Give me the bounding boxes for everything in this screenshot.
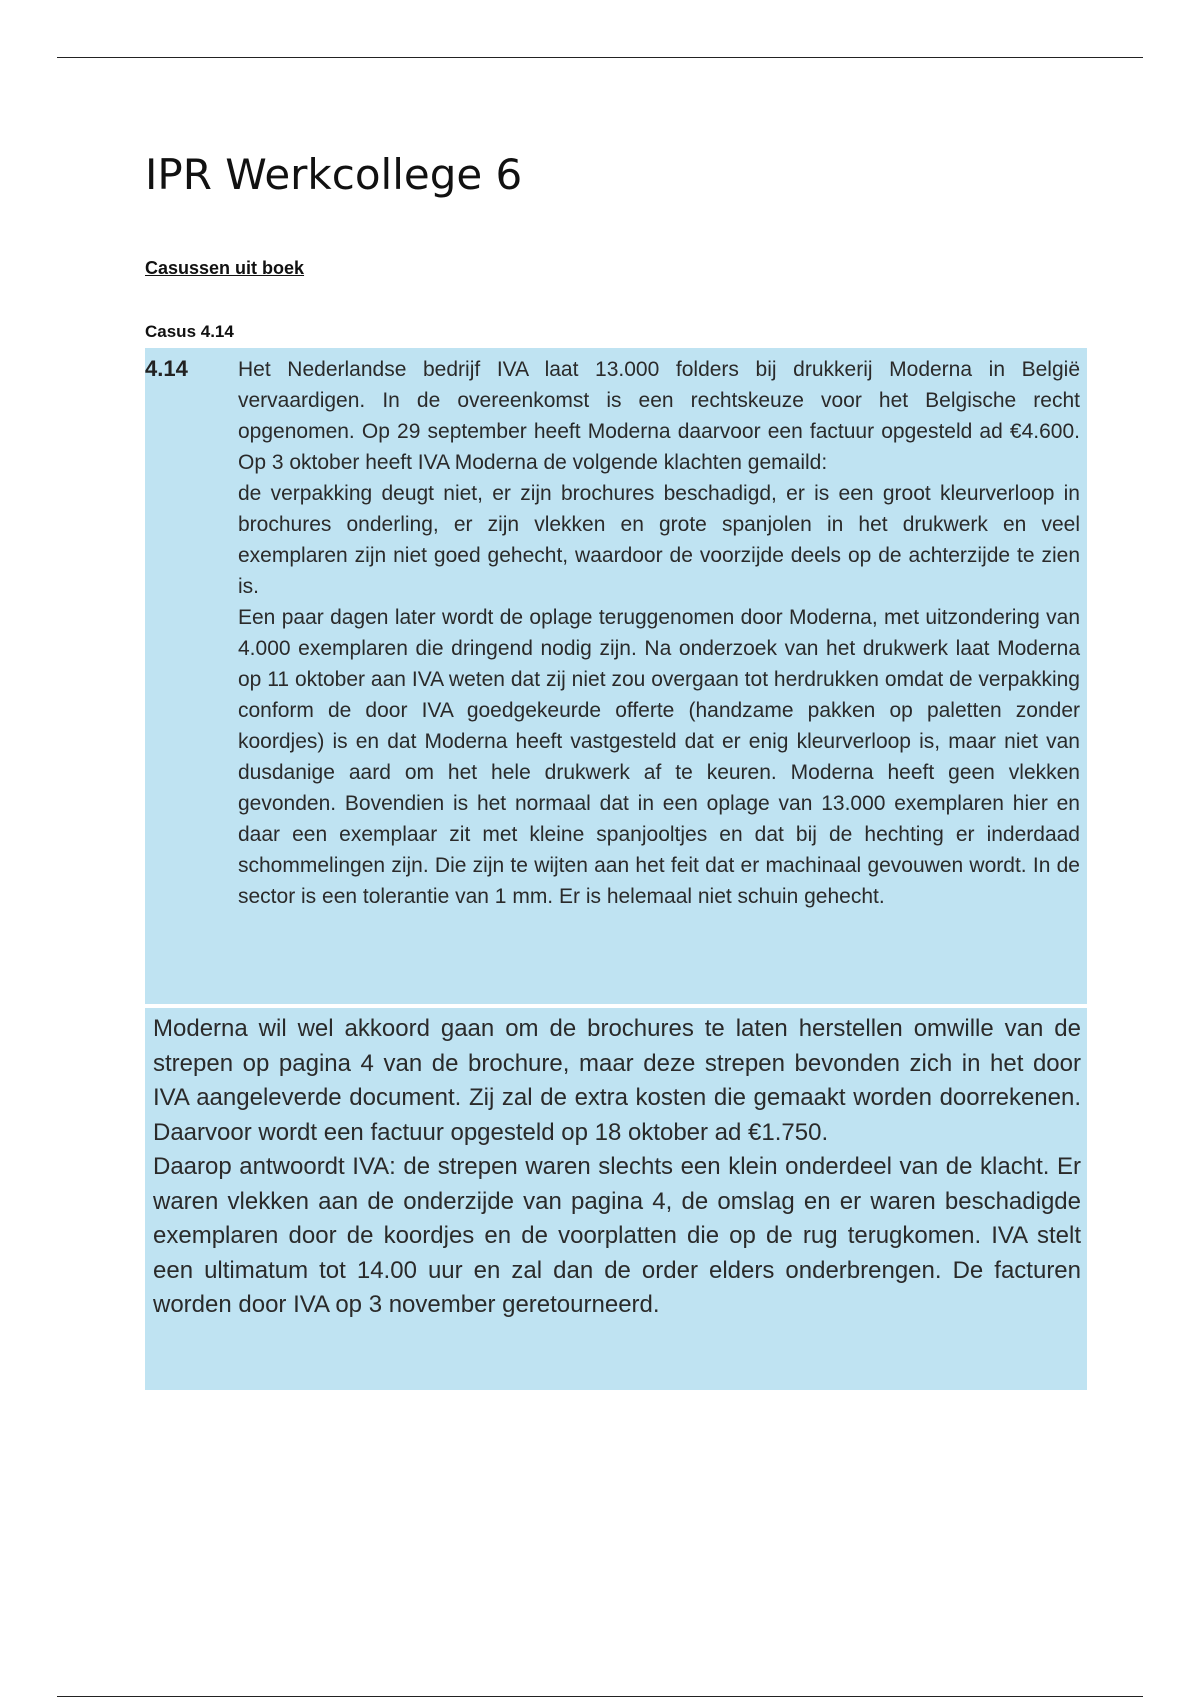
continuation-paragraph: Moderna wil wel akkoord gaan om de brochures te laten herstellen omwille van de strepen op pagina 4 van de brochure, maar deze strepen bevonden zich in het door IVA aangeleverde document. Zij zal de extra kosten die gemaakt worden doorrekenen. Daarvoor wordt een factuur opgesteld op 18 oktober ad €1.750. xyxy=(153,1015,1081,1146)
page-title: IPR Werkcollege 6 xyxy=(145,150,523,199)
case-label: Casus 4.14 xyxy=(145,322,234,341)
footer-rule xyxy=(57,1696,1143,1697)
case-number: 4.14 xyxy=(145,356,188,381)
case-text-block xyxy=(145,348,1087,1004)
case-paragraph: Een paar dagen later wordt de oplage teruggenomen door Moderna, met uitzondering van 4.000 exemplaren die dringend nodig zijn. Na onderzoek van het drukwerk laat Moderna op 11 oktober aan IVA weten dat zij niet zou overgaan tot herdrukken omdat de verpakking conform de door IVA goedgekeurde offerte (handzame pakken op paletten zonder koordjes) is en dat Moderna heeft vastgesteld dat er enig kleurverloop is, maar niet van dusdanige aard om het hele drukwerk af te keuren. Moderna heeft geen vlekken gevonden. Bovendien is het normaal dat in een oplage van 13.000 exemplaren hier en daar een exemplaar zit met kleine spanjooltjes en dat bij de hechting er inderdaad schommelingen zijn. Die zijn te wijten aan het feit dat er machinaal gevouwen wordt. In de sector is een tolerantie van 1 mm. Er is helemaal niet schuin gehecht. xyxy=(238,606,1080,908)
case-continuation-block xyxy=(145,1008,1087,1390)
section-heading: Casussen uit boek xyxy=(145,258,305,278)
continuation-body xyxy=(153,1012,1081,1323)
case-paragraph: Het Nederlandse bedrijf IVA laat 13.000 folders bij drukkerij Moderna in België vervaardigen. In de overeenkomst is een rechtskeuze voor het Belgische recht opgenomen. Op 29 september heeft Moderna daarvoor een factuur opgesteld ad €4.600. Op 3 oktober heeft IVA Moderna de volgende klachten gemaild: xyxy=(238,358,1080,474)
case-paragraph: de verpakking deugt niet, er zijn brochures beschadigd, er is een groot kleurverloop in brochures onderling, er zijn vlekken en grote spanjolen in het drukwerk en veel exemplaren zijn niet goed gehecht, waardoor de voorzijde deels op de achterzijde te zien is. xyxy=(238,482,1080,598)
case-body xyxy=(238,354,1080,912)
continuation-paragraph: Daarop antwoordt IVA: de strepen waren slechts een klein onderdeel van de klacht. Er waren vlekken aan de onderzijde van pagina 4, de omslag en er waren beschadigde exemplaren door de koordjes en de voorplatten die op de rug terugkomen. IVA stelt een ultimatum tot 14.00 uur en zal dan de order elders onderbrengen. De facturen worden door IVA op 3 november geretourneerd. xyxy=(153,1153,1081,1318)
header-rule xyxy=(57,57,1143,58)
